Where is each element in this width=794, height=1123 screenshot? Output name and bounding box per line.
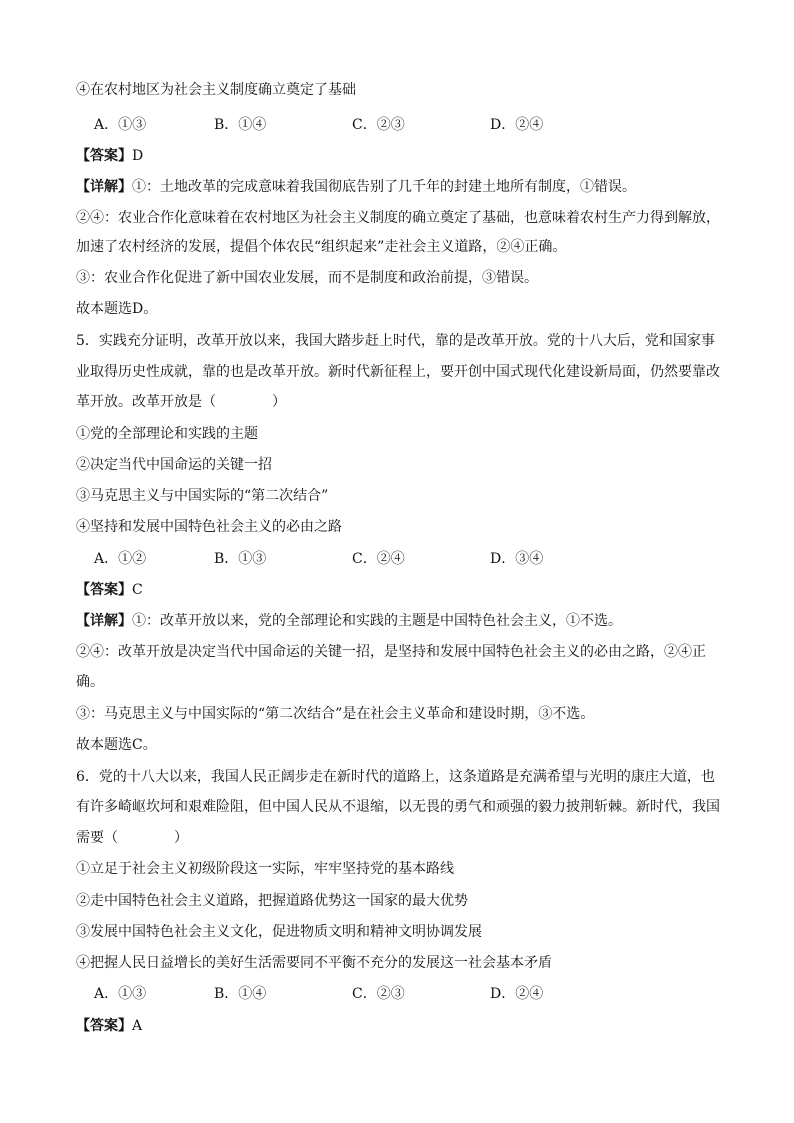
q5-stem-1: 5．实践充分证明，改革开放以来，我国大踏步赶上时代，靠的是改革开放。党的十八大后，党和国家事 — [76, 333, 715, 349]
q4-detail-2: ②④：农业合作化意味着在农村地区为社会主义制度的确立奠定了基础，也意味着农村生产力得到解放， — [76, 210, 720, 226]
q4-answer-value: D — [132, 148, 144, 164]
q6-option-d: D．②④ — [490, 986, 544, 1002]
q5-detail-3: 确。 — [76, 674, 104, 690]
q4-conclusion: 故本题选D。 — [76, 301, 158, 317]
q6-options — [94, 984, 654, 1004]
q6-item-1: ①立足于社会主义初级阶段这一实际，牢牢坚持党的基本路线 — [76, 861, 454, 877]
q5-answer-label: 【答案】 — [76, 582, 132, 598]
q4-option-d: D．②④ — [490, 117, 544, 133]
q5-stem-2: 业取得历史性成就，靠的也是改革开放。新时代新征程上，要开创中国式现代化建设新局面，仍然要靠改 — [76, 364, 720, 380]
q4-item-4: ④在农村地区为社会主义制度确立奠定了基础 — [76, 82, 356, 98]
q5-item-2: ②决定当代中国命运的关键一招 — [76, 457, 272, 473]
q4-detail-3: 加速了农村经济的发展，提倡个体农民“组织起来”走社会主义道路，②④正确。 — [76, 239, 567, 255]
q5-option-c: C．②④ — [352, 551, 405, 567]
q6-item-2: ②走中国特色社会主义道路，把握道路优势这一国家的最大优势 — [76, 893, 468, 909]
q5-conclusion: 故本题选C。 — [76, 737, 157, 753]
q5-detail-label: 【详解】 — [76, 613, 132, 629]
q5-stem-3: 革开放。改革开放是（ ） — [76, 394, 286, 410]
q6-stem-2: 有许多崎岖坎坷和艰难险阻，但中国人民从不退缩，以无畏的勇气和顽强的毅力披荆斩棘。新时代，我国 — [76, 799, 720, 815]
q4-options — [94, 115, 654, 135]
q5-item-3: ③马克思主义与中国实际的“第二次结合” — [76, 488, 329, 504]
q6-stem-3: 需要（ ） — [76, 830, 188, 846]
q6-answer-label: 【答案】 — [76, 1018, 132, 1034]
q5-option-d: D．③④ — [490, 551, 544, 567]
q5-detail-2: ②④：改革开放是决定当代中国命运的关键一招，是坚持和发展中国特色社会主义的必由之路，②④正 — [76, 644, 706, 660]
q4-detail-text-1: ①：土地改革的完成意味着我国彻底告别了几千年的封建土地所有制度，①错误。 — [132, 179, 636, 195]
q5-answer-value: C — [132, 582, 143, 598]
q6-option-c: C．②③ — [352, 986, 405, 1002]
q6-answer-value: A — [132, 1018, 143, 1034]
q6-option-a: A．①③ — [94, 986, 147, 1002]
q5-option-b: B．①③ — [214, 551, 267, 567]
q4-answer — [76, 146, 736, 166]
q6-answer — [76, 1016, 736, 1036]
q5-answer — [76, 580, 736, 600]
q5-item-1: ①党的全部理论和实践的主题 — [76, 426, 258, 442]
q4-option-a: A．①③ — [94, 117, 147, 133]
q4-detail-1 — [76, 177, 736, 197]
q6-option-b: B．①④ — [214, 986, 267, 1002]
q5-detail-4: ③：马克思主义与中国实际的“第二次结合”是在社会主义革命和建设时期，③不选。 — [76, 706, 595, 722]
q5-detail-1 — [76, 611, 736, 631]
q6-stem-1: 6．党的十八大以来，我国人民正阔步走在新时代的道路上，这条道路是充满希望与光明的康庄大道，也 — [76, 769, 715, 785]
q4-detail-4: ③：农业合作化促进了新中国农业发展，而不是制度和政治前提，③错误。 — [76, 270, 538, 286]
q4-detail-label: 【详解】 — [76, 179, 132, 195]
q6-item-3: ③发展中国特色社会主义文化，促进物质文明和精神文明协调发展 — [76, 924, 482, 940]
q5-options — [94, 549, 654, 569]
q4-option-c: C．②③ — [352, 117, 405, 133]
q5-item-4: ④坚持和发展中国特色社会主义的必由之路 — [76, 519, 342, 535]
q5-detail-text-1: ①：改革开放以来，党的全部理论和实践的主题是中国特色社会主义，①不选。 — [132, 613, 622, 629]
q4-option-b: B．①④ — [214, 117, 267, 133]
q6-item-4: ④把握人民日益增长的美好生活需要同不平衡不充分的发展这一社会基本矛盾 — [76, 955, 552, 971]
q5-option-a: A．①② — [94, 551, 147, 567]
q4-answer-label: 【答案】 — [76, 148, 132, 164]
